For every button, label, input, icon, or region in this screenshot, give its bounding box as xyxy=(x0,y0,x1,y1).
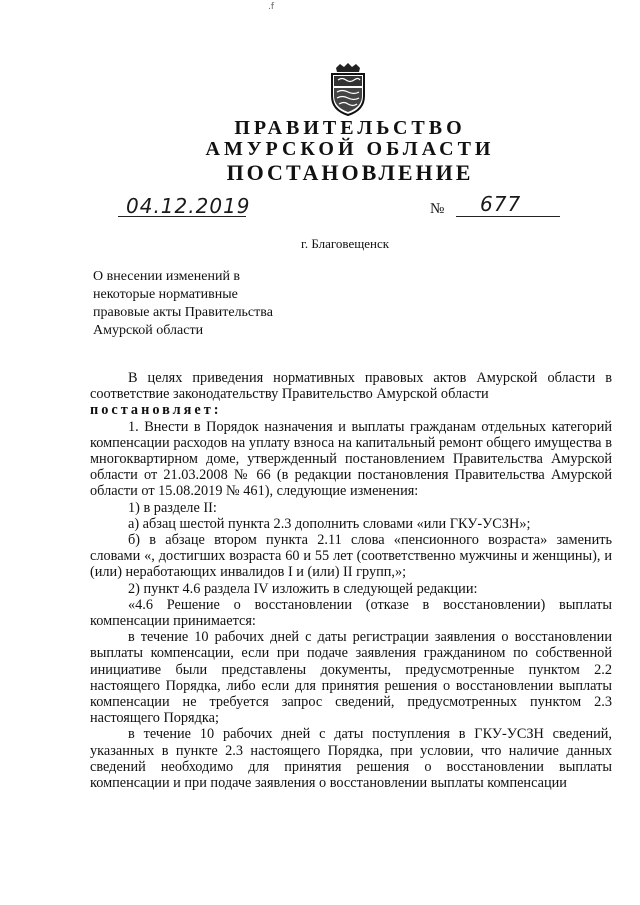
paragraph-1: 1. Внести в Порядок назначения и выплаты гражданам отдельных категорий компенсации расходов на уплату взноса на капитальный ремонт общего имущества в многоквартирном доме, утвержденный постановлением Правительства Амурской области от 21.03.2008 № 66 (в редакции постановления Правительства Амурской области от 15.08.2019 № 461), следующие изменения: xyxy=(90,418,612,500)
paragraph-4: б) в абзаце втором пункта 2.11 слова «пенсионного возраста» заменить словами «, достигших возраста 60 и 55 лет (соответственно мужчины и женщины), и (или) неработающих инвалидов I и (или) II групп,»; xyxy=(90,532,612,581)
handwritten-number: 677 xyxy=(480,192,522,216)
paragraph-3: а) абзац шестой пункта 2.3 дополнить словами «или ГКУ-УСЗН»; xyxy=(128,515,531,532)
subject-line: О внесении изменений в xyxy=(93,269,241,284)
paragraph-6: «4.6 Решение о восстановлении (отказе в восстановлении) выплаты компенсации принимается: xyxy=(90,596,612,630)
number-label: № xyxy=(430,201,445,217)
paragraph-intro: В целях приведения нормативных правовых актов Амурской области в соответствие законодательству Правительство Амурской области xyxy=(90,370,612,403)
paragraph-8: в течение 10 рабочих дней с даты поступления в ГКУ-УСЗН сведений, указанных в пункте 2.3 настоящего Порядка, при условии, что наличие данных сведений необходимо для принятия решения о восстановлении выплаты компенсации и при подаче заявления о восстановлении выплаты компенсации xyxy=(90,726,612,792)
subject-line: Амурской области xyxy=(93,323,204,338)
paragraph-5: 2) пункт 4.6 раздела IV изложить в следующей редакции: xyxy=(128,580,478,597)
subject-line: некоторые нормативные xyxy=(93,287,238,302)
number-underline xyxy=(456,216,560,217)
header-government: ПРАВИТЕЛЬСТВО xyxy=(234,117,466,139)
subject-line: правовые акты Правительства xyxy=(93,305,273,320)
corner-mark: .f xyxy=(268,2,275,12)
date-underline xyxy=(118,216,246,217)
document-body xyxy=(90,370,612,791)
amur-oblast-emblem-icon xyxy=(326,62,370,116)
decree-word: постановляет: xyxy=(90,402,222,419)
header-region: АМУРСКОЙ ОБЛАСТИ xyxy=(205,138,495,160)
handwritten-date: 04.12.2019 xyxy=(126,194,251,218)
paragraph-2: 1) в разделе II: xyxy=(128,499,217,516)
city: г. Благовещенск xyxy=(300,236,390,251)
paragraph-7: в течение 10 рабочих дней с даты регистрации заявления о восстановлении выплаты компенсации, если при подаче заявления гражданином по собственной инициативе были представлены документы, предусмотренные пунктом 2.2 настоящего Порядка, либо если для принятия решения о восстановлении выплаты компенсации не требуется запрос сведений, предусмотренных пунктом 2.3 настоящего Порядка; xyxy=(90,629,612,727)
document-subject xyxy=(93,268,303,340)
header-doc-type: ПОСТАНОВЛЕНИЕ xyxy=(226,160,474,185)
